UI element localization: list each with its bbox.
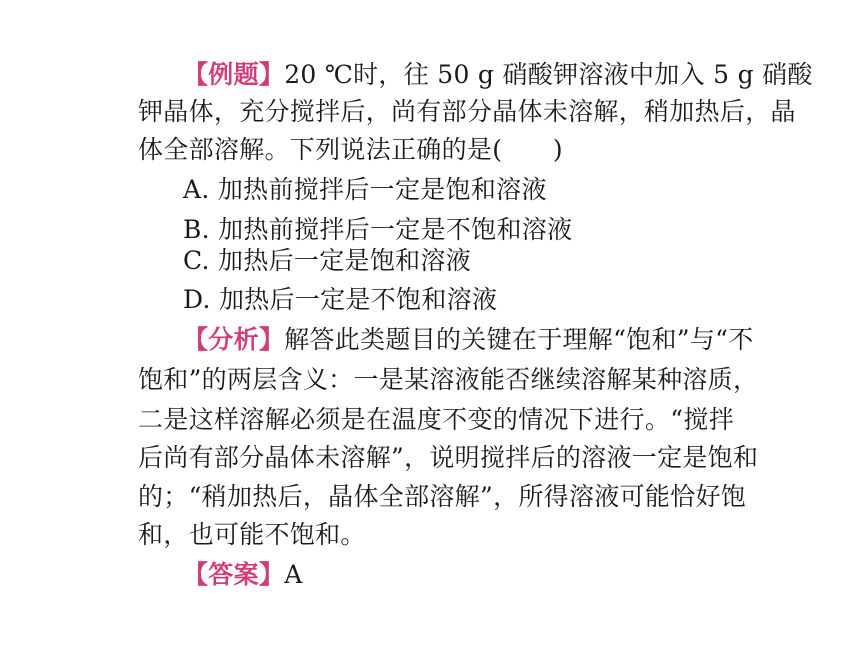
analysis-line-3: 二是这样溶解必须是在温度不变的情况下进行。“搅拌: [138, 405, 734, 434]
option-d: D. 加热后一定是不饱和溶液: [183, 285, 498, 314]
answer-tag: 【答案】: [183, 560, 285, 589]
analysis-tag: 【分析】: [183, 325, 285, 354]
answer-line: [183, 560, 303, 590]
example-line-1: [183, 60, 813, 90]
answer-value: A: [284, 560, 303, 589]
analysis-text-1: 解答此类题目的关键在于理解“饱和”与“不: [284, 325, 754, 354]
example-text-1: 20 ℃时，往 50 g 硝酸钾溶液中加入 5 g 硝酸: [284, 60, 813, 89]
option-c: C. 加热后一定是饱和溶液: [183, 246, 472, 275]
analysis-line-2: 饱和”的两层含义：一是某溶液能否继续溶解某种溶质，: [138, 365, 759, 394]
analysis-line-6: 和，也可能不饱和。: [138, 520, 366, 549]
example-line-2: 钾晶体，充分搅拌后，尚有部分晶体未溶解，稍加热后，晶: [138, 97, 796, 126]
analysis-line-5: 的；“稍加热后，晶体全部溶解”，所得溶液可能恰好饱: [138, 482, 747, 511]
option-a: A. 加热前搅拌后一定是饱和溶液: [183, 175, 547, 204]
option-b: B. 加热前搅拌后一定是不饱和溶液: [183, 215, 573, 244]
example-line-3: 体全部溶解。下列说法正确的是( ): [138, 135, 563, 164]
analysis-line-4: 后尚有部分晶体未溶解”，说明搅拌后的溶液一定是饱和: [138, 443, 759, 472]
example-tag: 【例题】: [183, 60, 285, 89]
analysis-line-1: [183, 325, 754, 355]
